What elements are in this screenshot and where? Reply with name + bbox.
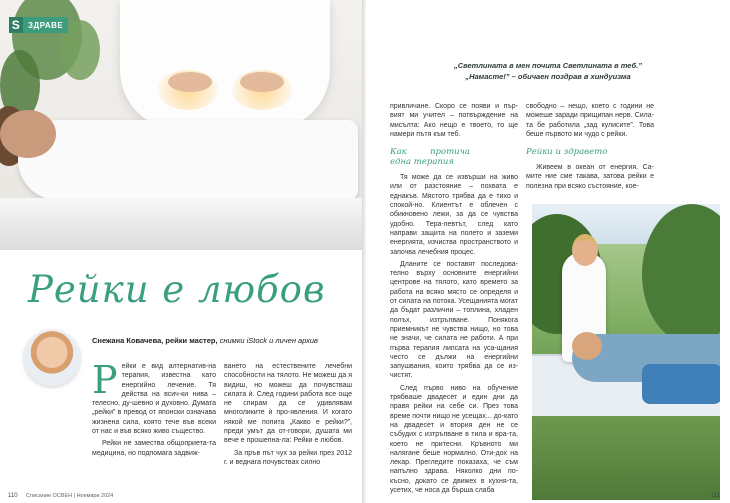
article-title: Рейки е любов [28,268,326,311]
left-column-2 [224,362,352,470]
quote-line-1: „Светлината в мен почита Светлината в теб.” [453,61,643,70]
reiki-session-photo [0,0,362,250]
author-avatar [24,330,80,386]
right-column-1 [390,102,518,498]
quote-line-2: „Намасте!” – обичаен поздрав в хиндуизма [465,72,631,81]
section-label: ЗДРАВЕ [28,20,64,30]
section-letter: S [9,17,23,33]
paragraph: Живеем в океан от енергия. Са-мите ние сме такава, затова рейки е полезна при всяко състояние, кое- [526,164,654,190]
section-badge [9,17,68,33]
author-name: Снежана Ковачева, рейки мастер, [92,336,218,345]
byline [92,336,318,345]
subhead-health: Рейки и здравето [526,147,608,158]
paragraph: Дланите се поставят последова-телно върху основните енергийни центрове на тялото, като времето за работа на всяко място се определя и от силата на потока. Усещанията могат да бъдат различни – топлина, хладен полъх, изтръпване. Понякога приемникът не чувства нищо, но това не значи, че силата не работи. А при първа терапия липсата на уса-щания често се дължи на енергийни запушвания, които трябва да се из-чистят. [390,260,518,380]
dropcap: Р [92,358,118,402]
right-column-2 [526,102,654,194]
paragraph: За пръв път чух за рейки през 2012 г. и веднага почувствах силно [224,449,352,466]
left-page [0,0,362,503]
pull-quote [366,60,730,82]
paragraph: Тя може да се извърши на живо или от разстояние – похвата е еднакъв. Мястото трябва да е тихо и спокой-но. Клиентът е облечен с обикновено лежи, за да се чувства удобно. Тера-певтът, след като направи защита на полето и заземи енергията, изчиства пространството и започва лечебния процес. [390,174,518,256]
paragraph: ването на естествените лечебни способности на тялото. Не можеш да я видиш, но можеш да почувстваш силата ѝ. След години работа все още не спирам да се удивлявам многоликите ѝ про-явления. И когато някой ме попита „Какво е рейки?”, преди умът да от-говори, душата ми вече е прошепна-ла: Рейки е любов. [224,363,352,445]
outdoor-reiki-photo [532,204,720,500]
paragraph: Рейки не замества общоприета-та медицина, но подпомага задвиж- [92,440,216,457]
right-page [366,0,730,503]
page-number-right: 111 [710,493,720,499]
paragraph: След първо ниво на обучение трябваше двадесет и един дни да правя рейки на себе си. През това време почти нищо не усещах... до-като на двадесет и втория ден не се събудих с изтръпване в тила и вра-та, което не притесни. Кръвното ми налягане беше нормално. Оти-дох на лекар. Прегледите показаха, че съм напълно здрава. Няколко дни по-късно, докато се движех в кухня-та, усетих, че носа да бърша слаба [390,384,518,494]
paragraph: свободно – нещо, което с години не можеше заради прищипан нерв. Сила-та бе работила „зад кулисите”. Това беше първото ми чудо с рейки. [526,103,654,138]
subhead-therapy: Как протича една терапия [390,147,470,168]
left-column-1 [92,358,216,461]
paragraph: привличане. Скоро се появи и пър-вият ми учител – потвърждение на мисълта: Ако нещо е твоето, то ще намери пътя към теб. [390,103,518,138]
paragraph: ейки е вид алтернатив-на терапия, известна като енергийно лечение. Тя действа на всич-ки нива – телесно, ду-шевно и духовно. Думата „рейки” в превод от японски означава жизнена сила, която тече във всеки от нас и във всяко живо същество. [92,363,216,436]
magazine-footer: Списание ОСВЕН | Ноември 2024 [26,493,114,499]
photo-credits: снимки iStock и личен архив [219,336,318,345]
page-number-left: 110 [8,493,18,499]
